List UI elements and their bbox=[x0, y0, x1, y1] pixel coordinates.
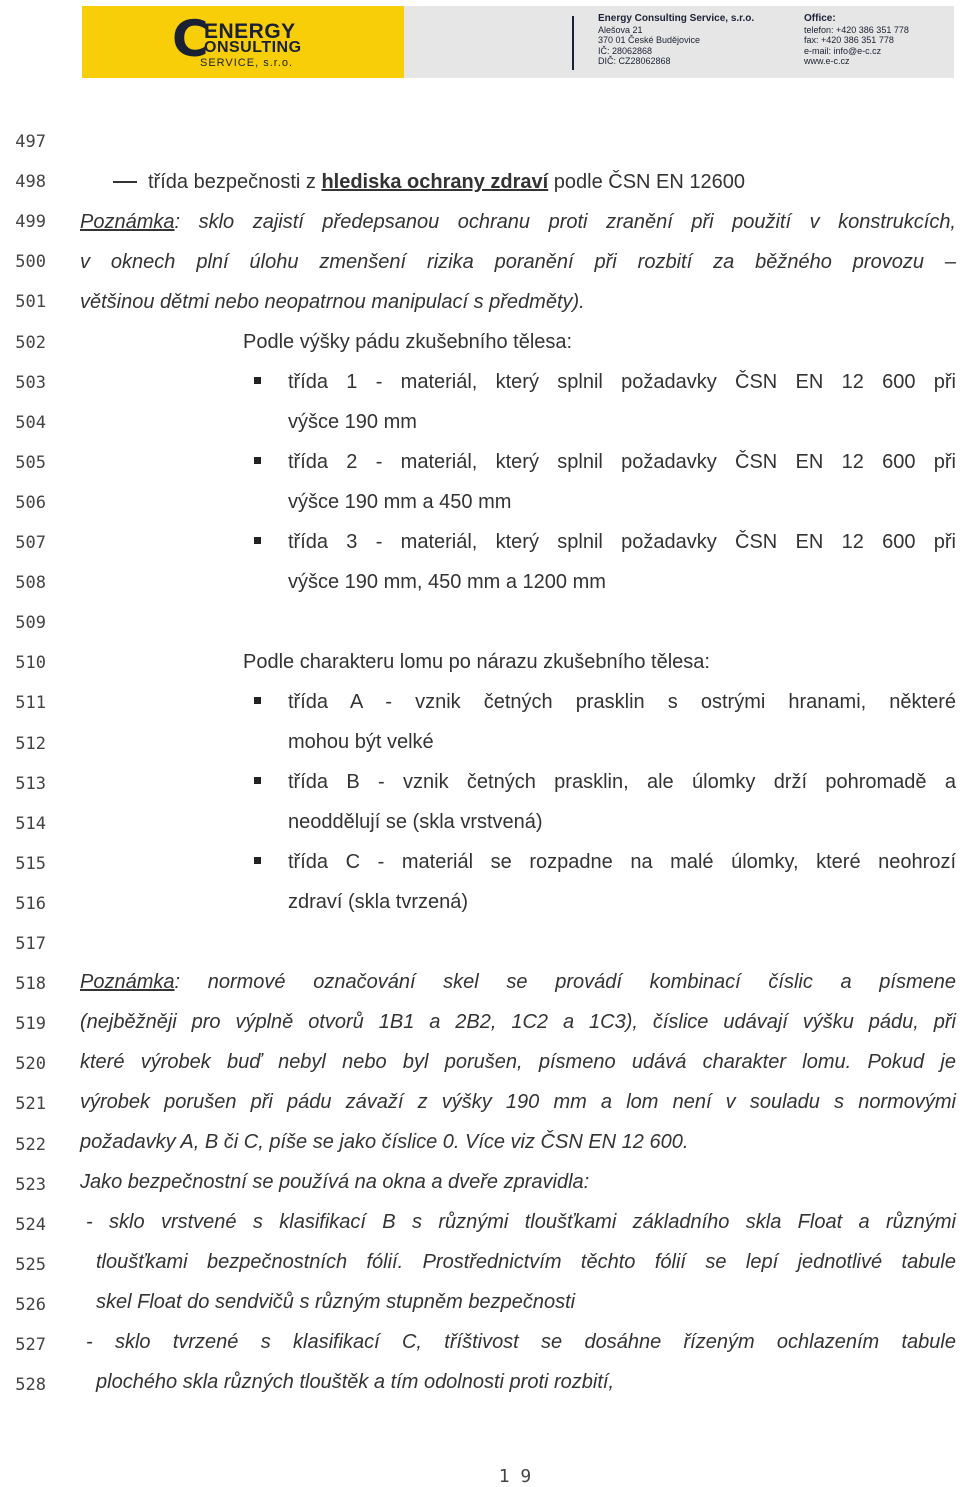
class-1-cont: výšce 190 mm bbox=[288, 411, 417, 433]
line-521: výrobek porušen při pádu závaží z výšky 190 mm a lom není v souladu s normovými bbox=[80, 1091, 956, 1113]
bullet-square-icon bbox=[254, 857, 261, 864]
line-number: 522 bbox=[15, 1134, 46, 1155]
line-528: plochého skla různých tlouštěk a tím odolnosti proti rozbití, bbox=[96, 1371, 615, 1393]
line-number: 513 bbox=[15, 773, 46, 794]
line-number: 498 bbox=[15, 172, 46, 193]
line-526: skel Float do sendvičů s různým stupněm bezpečnosti bbox=[96, 1291, 576, 1313]
office-fax: fax: +420 386 351 778 bbox=[804, 35, 894, 45]
line-number: 512 bbox=[15, 733, 46, 754]
class-c-line: třída C - materiál se rozpadne na malé úlomky, které neohrozí bbox=[288, 851, 956, 873]
line-number: 504 bbox=[15, 412, 46, 433]
company-dic: DIČ: CZ28062868 bbox=[598, 56, 671, 66]
line-501: většinou dětmi nebo neopatrnou manipulací s předměty). bbox=[80, 291, 585, 313]
note-text: : sklo zajistí předepsanou ochranu proti zranění při použití v konstrukcích, bbox=[174, 211, 956, 233]
line-number: 500 bbox=[15, 252, 46, 273]
bullet-square-icon bbox=[254, 377, 261, 384]
office-phone: telefon: +420 386 351 778 bbox=[804, 24, 909, 35]
page-number: 1 9 bbox=[498, 1466, 532, 1487]
line-number: 521 bbox=[15, 1094, 46, 1115]
standard-reference: podle ČSN EN 12600 bbox=[548, 171, 745, 193]
class-3-cont: výšce 190 mm, 450 mm a 1200 mm bbox=[288, 571, 606, 593]
logo-word-service: SERVICE, s.r.o. bbox=[200, 57, 294, 69]
letterhead-divider bbox=[572, 16, 574, 70]
letterhead bbox=[82, 6, 954, 78]
drop-height-heading: Podle výšky pádu zkušebního tělesa: bbox=[243, 331, 573, 353]
class-2-cont: výšce 190 mm a 450 mm bbox=[288, 491, 512, 513]
company-logo bbox=[82, 6, 404, 78]
note-label: Poznámka bbox=[80, 211, 175, 233]
line-number: 517 bbox=[15, 934, 46, 954]
line-520: které výrobek buď nebyl nebo byl porušen, písmeno udává charakter lomu. Pokud je bbox=[80, 1051, 956, 1073]
line-number: 497 bbox=[15, 132, 46, 152]
line-number: 506 bbox=[15, 492, 46, 513]
line-499 bbox=[80, 210, 956, 234]
line-number: 528 bbox=[15, 1375, 46, 1396]
line-number: 503 bbox=[15, 372, 46, 393]
office-email: e-mail: info@e-c.cz bbox=[804, 45, 882, 56]
line-number: 523 bbox=[15, 1174, 46, 1195]
line-number: 505 bbox=[15, 452, 46, 473]
office-web: www.e-c.cz bbox=[804, 56, 850, 66]
class-1-line: třída 1 - materiál, který splnil požadavky ČSN EN 12 600 při bbox=[288, 371, 956, 393]
dash-mark bbox=[113, 181, 137, 183]
class-c-cont: zdraví (skla tvrzená) bbox=[288, 891, 469, 913]
line-number: 525 bbox=[15, 1254, 46, 1275]
line-525: tloušťkami bezpečnostních fólií. Prostřednictvím těchto fólií se lepí jednotlivé tabule bbox=[96, 1251, 956, 1273]
note-text: : normové označování skel se provádí kombinací číslic a písmene bbox=[174, 971, 956, 993]
line-number: 526 bbox=[15, 1294, 46, 1315]
company-city: 370 01 České Budějovice bbox=[598, 35, 701, 45]
class-b-line: třída B - vznik četných prasklin, ale úlomky drží pohromadě a bbox=[288, 771, 956, 793]
logo-word-consulting: ONSULTING bbox=[204, 39, 302, 56]
bullet-square-icon bbox=[254, 777, 261, 784]
line-number: 519 bbox=[15, 1014, 46, 1035]
line-527: - sklo tvrzené s klasifikací C, tříštivost se dosáhne řízeným ochlazením tabule bbox=[86, 1331, 956, 1353]
fracture-heading: Podle charakteru lomu po nárazu zkušebního tělesa: bbox=[243, 651, 710, 673]
line-number: 499 bbox=[15, 212, 46, 233]
line-498 bbox=[148, 170, 745, 194]
line-number: 501 bbox=[15, 292, 46, 313]
line-522: požadavky A, B či C, píše se jako číslice 0. Více viz ČSN EN 12 600. bbox=[80, 1131, 689, 1153]
line-number: 507 bbox=[15, 533, 46, 553]
line-523: Jako bezpečnostní se používá na okna a dveře zpravidla: bbox=[80, 1171, 590, 1193]
line-500: v oknech plní úlohu zmenšení rizika poranění při rozbití za běžného provozu – bbox=[80, 251, 956, 273]
line-519: (nejběžněji pro výplně otvorů 1B1 a 2B2, 1C2 a 1C3), číslice udávají výšku pádu, při bbox=[80, 1011, 956, 1033]
class-a-cont: mohou být velké bbox=[288, 731, 434, 753]
line-number: 515 bbox=[15, 853, 46, 874]
line-number: 518 bbox=[15, 974, 46, 995]
office-title: Office: bbox=[804, 13, 836, 24]
class-3-line: třída 3 - materiál, který splnil požadavky ČSN EN 12 600 při bbox=[288, 531, 956, 553]
health-protection-term: hlediska ochrany zdraví bbox=[321, 171, 549, 193]
line-number: 508 bbox=[15, 573, 46, 594]
line-number: 524 bbox=[15, 1214, 46, 1235]
bullet-square-icon bbox=[254, 457, 261, 464]
class-b-cont: neoddělují se (skla vrstvená) bbox=[288, 811, 543, 833]
company-street: Alešova 21 bbox=[598, 24, 643, 35]
note-label: Poznámka bbox=[80, 971, 175, 993]
line-number: 509 bbox=[15, 613, 46, 634]
line-518 bbox=[80, 970, 956, 994]
bullet-square-icon bbox=[254, 537, 261, 544]
class-a-line: třída A - vznik četných prasklin s ostrými hranami, některé bbox=[288, 691, 956, 713]
line-number: 514 bbox=[15, 813, 46, 834]
company-address-block bbox=[598, 14, 754, 67]
logo-word-energy: ENERGY bbox=[204, 20, 296, 43]
line-number: 520 bbox=[15, 1054, 46, 1075]
logo-letter: C bbox=[172, 10, 209, 68]
line-524: - sklo vrstvené s klasifikací B s různými tloušťkami základního skla Float a různými bbox=[86, 1211, 956, 1233]
class-2-line: třída 2 - materiál, který splnil požadavky ČSN EN 12 600 při bbox=[288, 451, 956, 473]
line-number: 502 bbox=[15, 332, 46, 353]
line-number: 516 bbox=[15, 893, 46, 914]
safety-class-intro: třída bezpečnosti z bbox=[148, 171, 322, 193]
company-name: Energy Consulting Service, s.r.o. bbox=[598, 13, 755, 24]
office-contact-block bbox=[804, 14, 909, 67]
line-number: 511 bbox=[15, 693, 46, 714]
line-number: 510 bbox=[15, 653, 46, 674]
company-ic: IČ: 28062868 bbox=[598, 45, 653, 56]
bullet-square-icon bbox=[254, 697, 261, 704]
line-number: 527 bbox=[15, 1335, 46, 1355]
